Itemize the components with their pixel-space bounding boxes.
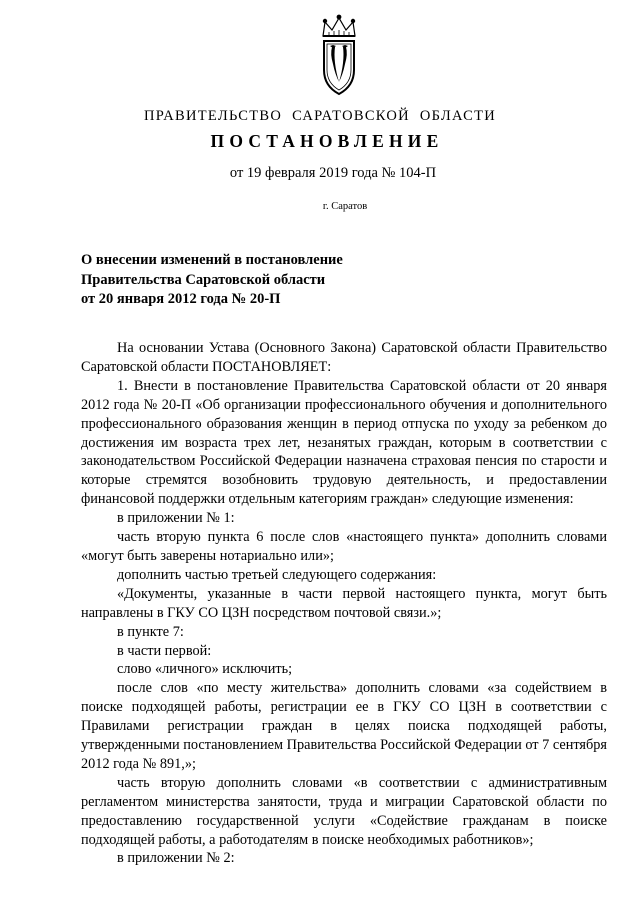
body-paragraph: слово «личного» исключить; (117, 661, 293, 678)
saratov-coat-of-arms-icon (317, 14, 361, 96)
body-paragraph: в приложении № 1: (117, 510, 235, 527)
government-title: ПРАВИТЕЛЬСТВО САРАТОВСКОЙ ОБЛАСТИ (143, 108, 497, 124)
body-paragraph: после слов «по месту жительства» дополнить словами «за содействием в поиске подходящей работы, регистрации ее в ГКУ СО ЦЗН в соответствии с Правилами регистрации граждан в целях поиска подходящей работы, утвержденными постановлением Правительства Российской Федерации от 7 сентября 2012 года № 891,»; (81, 680, 607, 772)
body-paragraph: «Документы, указанные в части первой настоящего пункта, могут быть направлены в ГКУ СО ЦЗН посредством почтовой связи.»; (81, 585, 607, 621)
document-city: г. Саратов (322, 201, 368, 212)
subject-line: О внесении изменений в постановление (81, 252, 343, 268)
document-body (81, 339, 607, 868)
document-date-number: от 19 февраля 2019 года № 104-П (229, 165, 437, 181)
body-paragraph: в приложении № 2: (117, 850, 235, 867)
document-subject (81, 251, 441, 310)
body-paragraph: часть вторую пункта 6 после слов «настоящего пункта» дополнить словами «могут быть заверены нотариально или»; (81, 529, 607, 564)
body-paragraph: На основании Устава (Основного Закона) Саратовской области Правительство Саратовской области ПОСТАНОВЛЯЕТ: (81, 340, 607, 375)
body-paragraph: 1. Внести в постановление Правительства Саратовской области от 20 января 2012 года № 20-П «Об организации профессионального обучения и дополнительного профессионального образования женщин в период отпуска по уходу за ребенком до достижения им возраста трех лет, незанятых граждан, которым в соответствии с законодательством Российской Федерации назначена страховая пенсия по старости и которые стремятся возобновить трудовую деятельность, и предоставлении финансовой поддержки отдельным категориям граждан» следующие изменения: (81, 377, 607, 508)
subject-line: Правительства Саратовской области (81, 271, 326, 288)
document-type: ПОСТАНОВЛЕНИЕ (210, 131, 444, 151)
body-paragraph: часть вторую дополнить словами «в соответствии с административным регламентом министерства занятости, труда и миграции Саратовской области по предоставлению государственной услуги «Содействие гражданам в поиске подходящей работы, а работодателям в поиске необходимых работников»; (81, 774, 607, 848)
body-paragraph: в части первой: (117, 642, 212, 659)
body-paragraph: в пункте 7: (117, 623, 184, 640)
subject-line: от 20 января 2012 года № 20-П (81, 291, 281, 307)
body-paragraph: дополнить частью третьей следующего содержания: (117, 566, 437, 583)
